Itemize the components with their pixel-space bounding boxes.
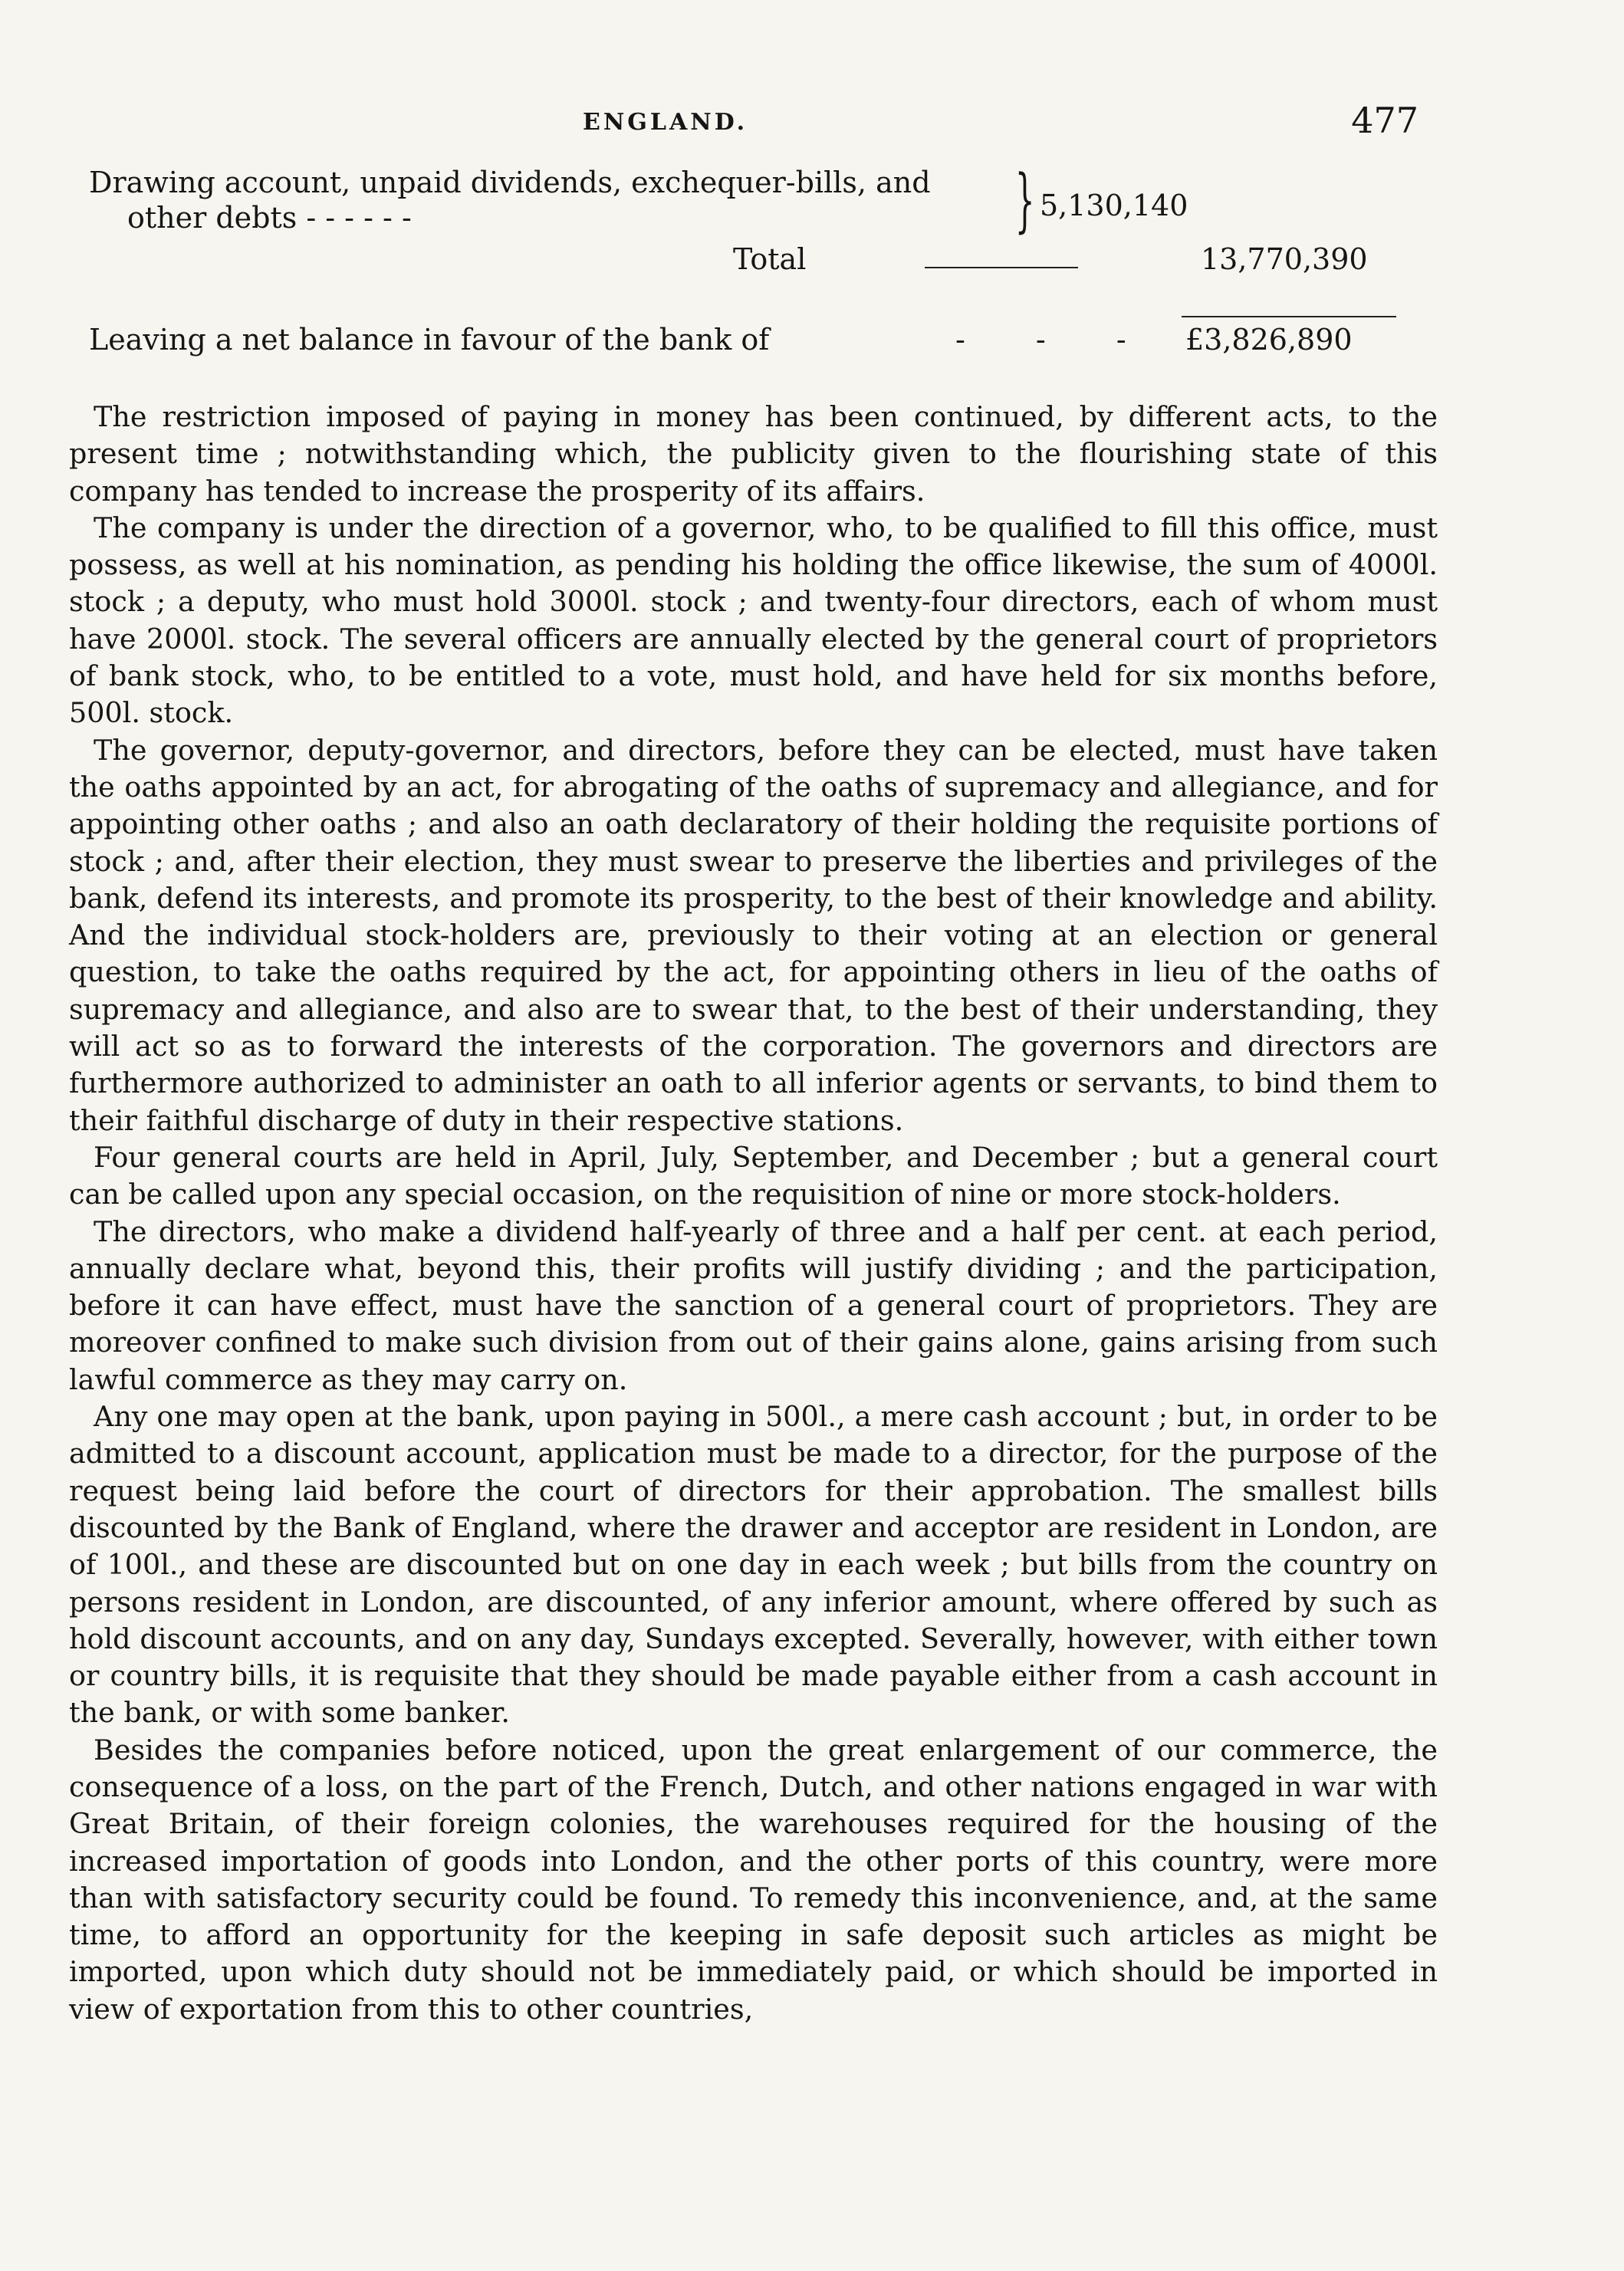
total-value: 13,770,390 xyxy=(1201,242,1368,276)
paragraph-accounts: Any one may open at the bank, upon paying in 500l., a mere cash account ; but, in order to be admitted to a discount account, application must be made to a director, for the purpose of the request being laid before the court of directors for their approbation. The smallest bills discounted by the Bank of England, where the drawer and acceptor are resident in London, are of 100l., and these are discounted but on one day in each week ; but bills from the country on persons resident in London, are discounted, of any inferior amount, where offered by such as hold discount accounts, and on any day, Sundays excepted. Severally, however, with either town or country bills, it is requisite that they should be made payable either from a cash account in the bank, or with some banker. xyxy=(69,1400,1438,1730)
balance-label: Leaving a net balance in favour of the bank of xyxy=(89,323,770,357)
paragraph-oaths: The governor, deputy-governor, and directors, before they can be elected, must have taken the oaths appointed by an act, for abrogating of the oaths of supremacy and allegiance, and for appointing other oaths ; and also an oath declaratory of their holding the requisite portions of stock ; and, after their election, they must swear to preserve the liberties and privileges of the bank, defend its interests, and promote its prosperity, to the best of their knowledge and ability. And the individual stock-holders are, previously to their voting at an election or general question, to take the oaths required by the act, for appointing others in lieu of the oaths of supremacy and allegiance, and also are to swear that, to the best of their understanding, they will act so as to forward the interests of the corporation. The governors and directors are furthermore authorized to administer an oath to all inferior agents or servants, to bind them to their faithful discharge of duty in their respective stations. xyxy=(69,733,1438,1137)
paragraph-general-courts: Four general courts are held in April, July, September, and December ; but a general court can be called upon any special occasion, on the requisition of nine or more stock-holders. xyxy=(69,1140,1438,1211)
debts-label-line1: Drawing account, unpaid dividends, exchequer-bills, and xyxy=(89,166,931,199)
debts-value: 5,130,140 xyxy=(1040,189,1188,222)
page-number: 477 xyxy=(1351,100,1419,141)
paragraph-dividends: The directors, who make a dividend half-yearly of three and a half per cent. at each period, annually declare what, beyond this, their profits will justify dividing ; and the participation, before it can have effect, must have the sanction of a general court of proprietors. They are moreover confined to make such division from out of their gains alone, gains arising from such lawful commerce as they may carry on. xyxy=(69,1214,1438,1396)
total-label: Total xyxy=(733,242,807,276)
total-rule xyxy=(925,267,1078,268)
paragraph-restriction: The restriction imposed of paying in money has been continued, by different acts, to the present time ; notwithstanding which, the publicity given to the flourishing state of this company has tended to increase the prosperity of its affairs. xyxy=(69,400,1438,508)
running-head: ENGLAND. xyxy=(583,109,748,136)
balance-rule xyxy=(1182,316,1396,317)
body-text xyxy=(69,399,1438,2028)
paragraph-governance: The company is under the direction of a governor, who, to be qualified to fill this office, must possess, as well at his nomination, as pending his holding the office likewise, the sum of 4000l. stock ; a deputy, who must hold 3000l. stock ; and twenty-four directors, each of whom must have 2000l. stock. The several officers are annually elected by the general court of proprietors of bank stock, who, to be entitled to a vote, must hold, and have held for six months before, 500l. stock. xyxy=(69,511,1438,730)
balance-dashes: - - - xyxy=(955,323,1157,357)
debts-label-line2: other debts - - - - - - xyxy=(127,201,412,235)
page-header xyxy=(0,100,1419,146)
balance-value: £3,826,890 xyxy=(1185,323,1353,357)
brace-icon: } xyxy=(1014,160,1035,241)
paragraph-warehouses: Besides the companies before noticed, upon the great enlargement of our commerce, the consequence of a loss, on the part of the French, Dutch, and other nations engaged in war with Great Britain, of their foreign colonies, the warehouses required for the housing of the increased importation of goods into London, and the other ports of this country, were more than with satisfactory security could be found. To remedy this inconvenience, and, at the same time, to afford an opportunity for the keeping in safe deposit such articles as might be imported, upon which duty should not be immediately paid, or which should be imported in view of exportation from this to other countries, xyxy=(69,1733,1438,2026)
